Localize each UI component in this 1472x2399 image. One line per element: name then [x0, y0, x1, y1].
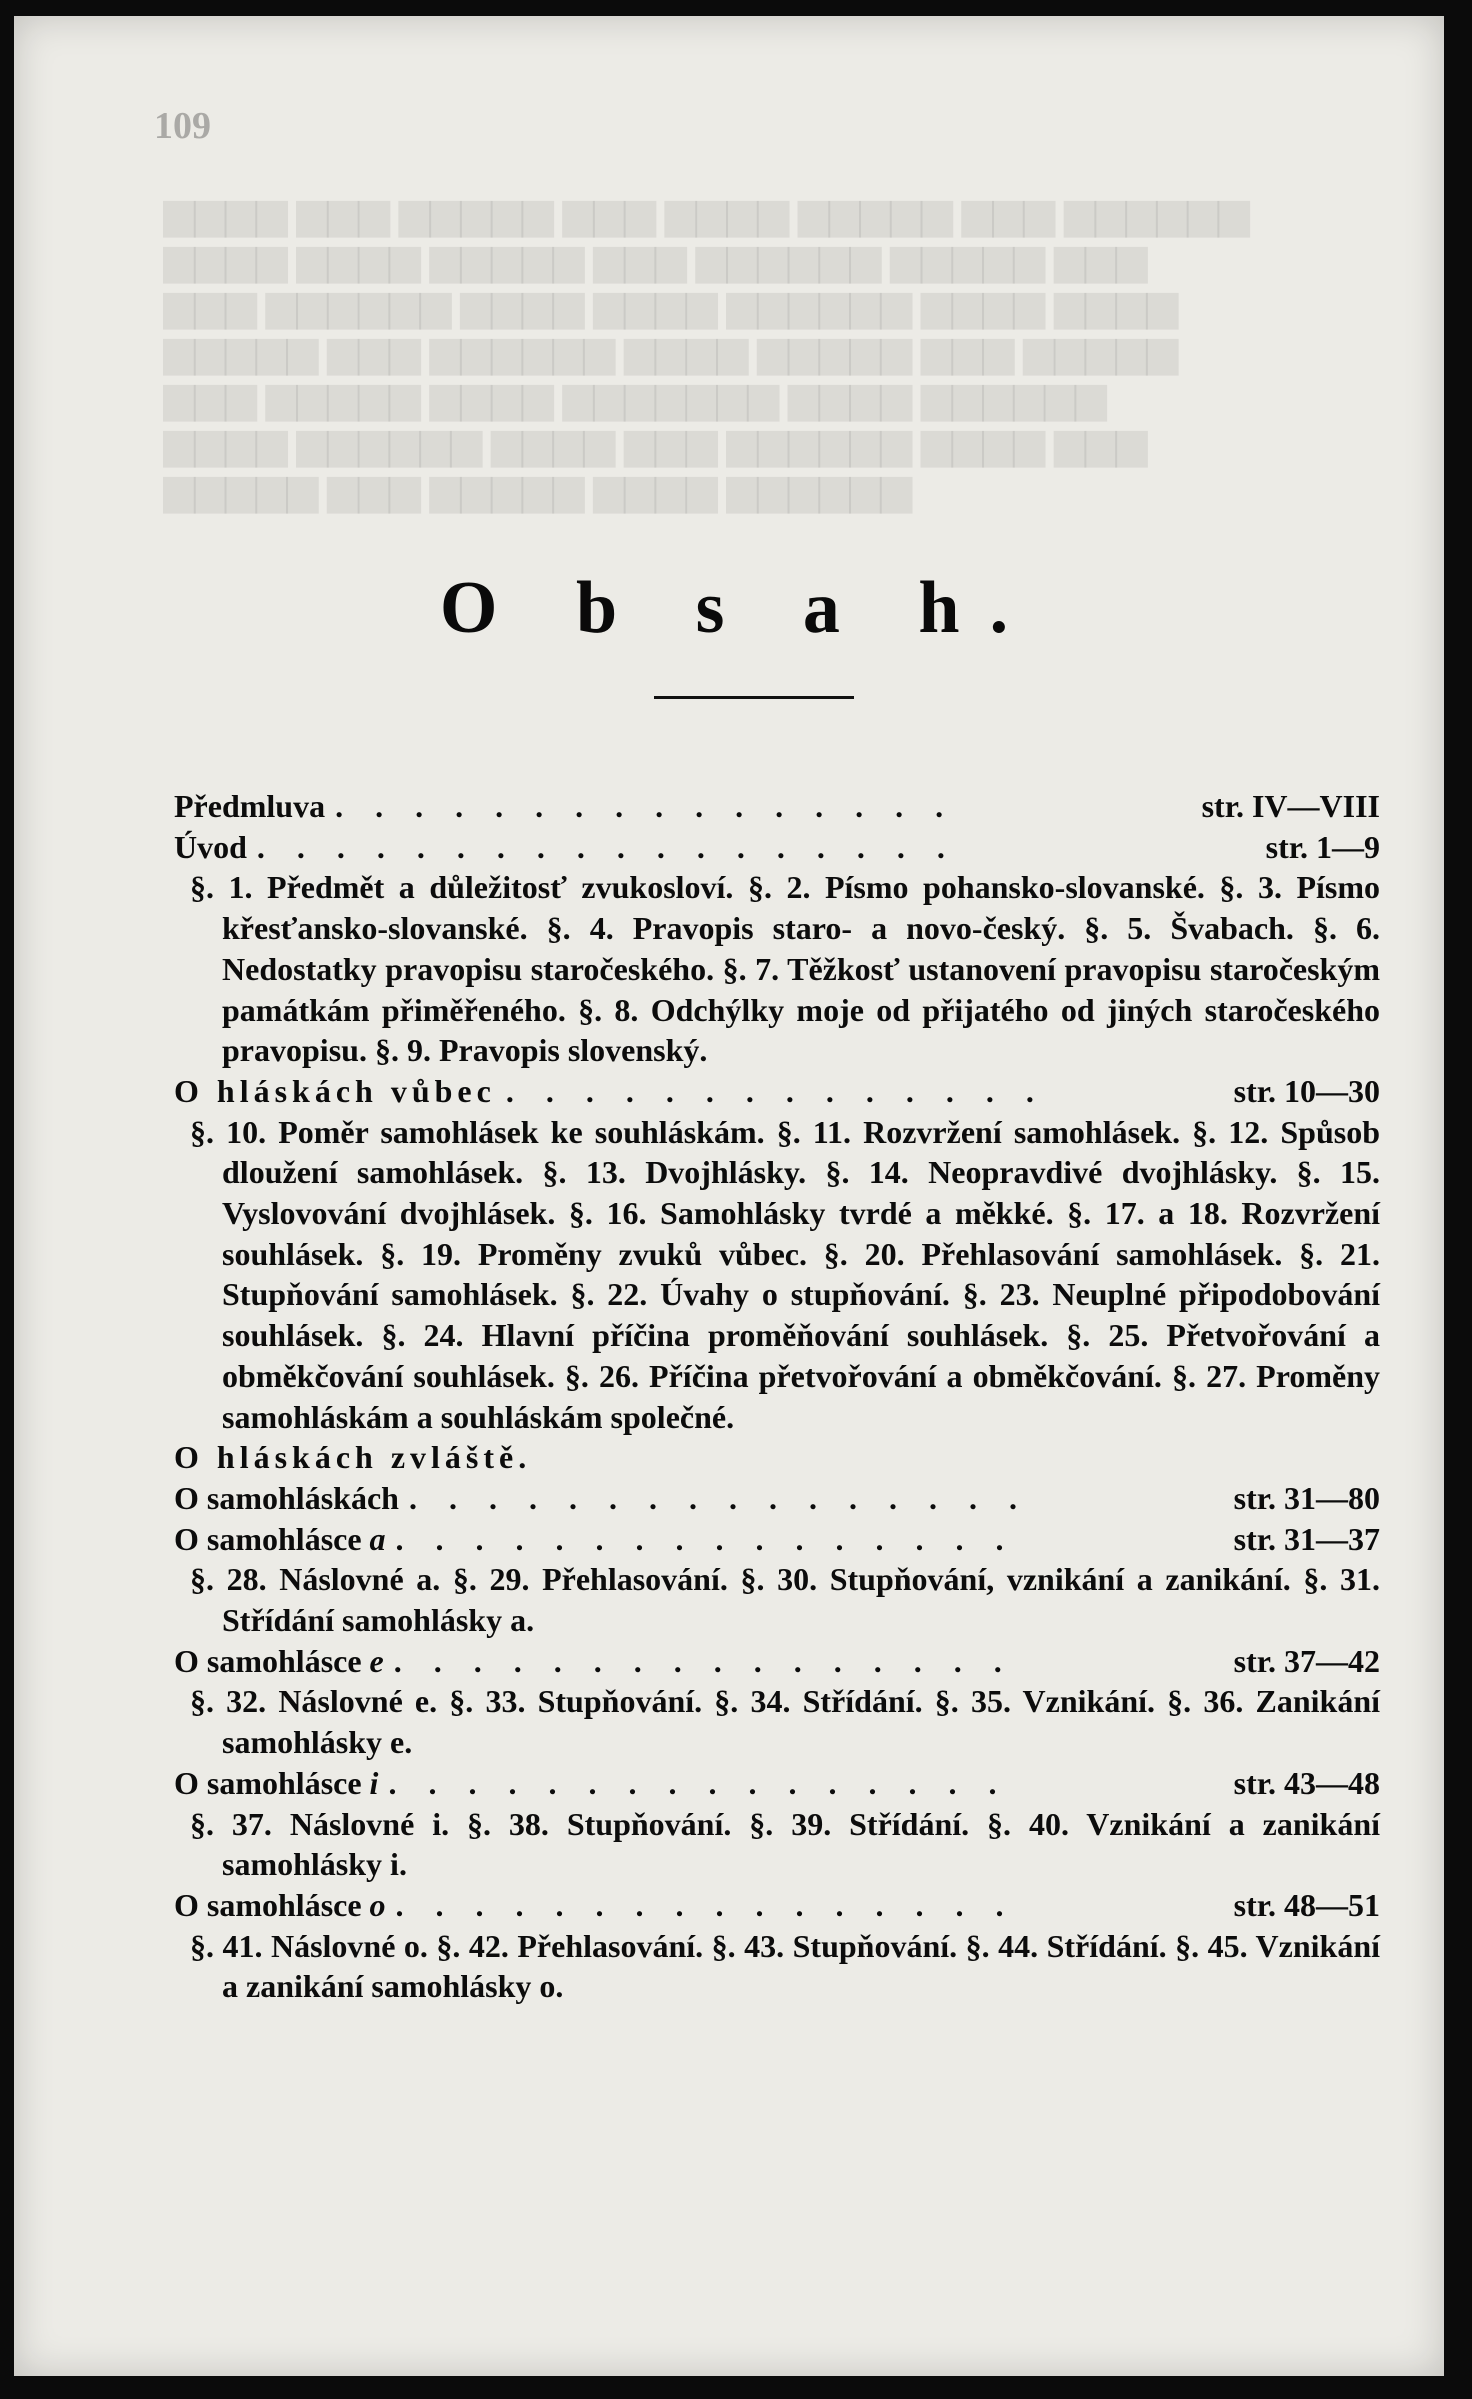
toc-page-ref: str. 37—42 — [1233, 1642, 1380, 1679]
page-mark: 109 — [154, 105, 211, 147]
toc-description: §. 32. Náslovné e. §. 33. Stupňování. §. 34. Střídání. §. 35. Vznikání. §. 36. Zanikání samohlásky e. — [190, 1683, 1380, 1761]
toc-page-ref: str. 43—48 — [1233, 1764, 1380, 1801]
toc-letter: i — [369, 1764, 379, 1801]
toc-label: Předmluva — [174, 788, 326, 824]
leader-dots: . . . . . . . . . . . . . . . . . . — [256, 828, 957, 865]
page-title: O b s a h. — [439, 567, 1039, 649]
toc-entry-samohlasce-a — [174, 1519, 1380, 1560]
toc-entry-samohlasce-i — [174, 1763, 1380, 1804]
toc-letter: e — [369, 1642, 384, 1679]
leader-dots: . . . . . . . . . . . . . . . . — [388, 1764, 1009, 1801]
toc-description: §. 1. Předmět a důležitosť zvukosloví. §. 2. Písmo pohansko-slovanské. §. 3. Písmo křesťansko-slovanské. §. 4. Pravopis staro- a novo-český. §. 5. Švabach. §. 6. Nedostatky pravopisu staročeského. §. 7. Těžkosť ustanovení pravopisu staročeským památkám přiměřeného. §. 8. Odchýlky moje od přijatého od jiných staročeského pravopisu. §. 9. Pravopis slovenský. — [190, 869, 1380, 1069]
toc-entry-predmluva — [174, 786, 1380, 827]
toc-entry-samohlasce-o — [174, 1885, 1380, 1926]
leader-dots: . . . . . . . . . . . . . . . . — [335, 788, 956, 824]
leader-dots: . . . . . . . . . . . . . . . . — [393, 1642, 1014, 1679]
toc-page-ref: str. 10—30 — [1233, 1072, 1380, 1109]
toc-description: §. 37. Náslovné i. §. 38. Stupňování. §. 39. Střídání. §. 40. Vznikání a zanikání samohlásky i. — [190, 1805, 1380, 1883]
leader-dots: . . . . . . . . . . . . . . . . — [408, 1479, 1029, 1516]
toc-label-text: O samohlásce — [174, 1642, 362, 1679]
toc-label — [174, 1885, 386, 1926]
toc-label-text: O samohlásce — [174, 1520, 362, 1557]
toc-label-text: O samohlásce — [174, 1764, 362, 1801]
leader-dots: . . . . . . . . . . . . . . . . — [395, 1520, 1016, 1557]
toc-label — [174, 1641, 384, 1682]
toc-label: Úvod — [174, 828, 247, 865]
toc-label — [174, 1763, 378, 1804]
toc-page-ref: str. 1—9 — [1265, 828, 1380, 865]
toc-entry-uvod — [174, 827, 1380, 868]
leader-dots: . . . . . . . . . . . . . . . . — [395, 1886, 1016, 1923]
toc-description: §. 41. Náslovné o. §. 42. Přehlasování. §. 43. Stupňování. §. 44. Střídání. §. 45. Vznikání a zanikání samohlásky o. — [190, 1927, 1380, 2005]
toc-page-ref: str. 31—37 — [1233, 1520, 1380, 1557]
toc-page-ref: str. IV—VIII — [1201, 788, 1380, 824]
toc-letter: a — [369, 1520, 386, 1557]
toc-entry-hlaskach-vubec — [174, 1071, 1380, 1112]
toc-page-ref: str. 31—80 — [1233, 1479, 1380, 1516]
toc-description: §. 28. Náslovné a. §. 29. Přehlasování. §. 30. Stupňování, vznikání a zanikání. §. 31. Střídání samohlásky a. — [190, 1561, 1380, 1639]
bleed-through-text: ▆▆▆▆ ▆▆▆ ▆▆▆▆▆ ▆▆▆ ▆▆▆▆ ▆▆▆▆▆ ▆▆▆ ▆▆▆▆▆▆ ▆▆▆▆ ▆▆▆▆ ▆▆▆▆▆ ▆▆▆ ▆▆▆▆▆▆ ▆▆▆▆▆ ▆▆▆ ▆▆▆ ▆▆▆▆▆▆ ▆▆▆▆ ▆▆▆▆ ▆▆▆▆▆▆ ▆▆▆▆ ▆▆▆▆ ▆▆▆▆▆ ▆▆▆ ▆▆▆▆▆▆ ▆▆▆▆ ▆▆▆▆▆ ▆▆▆ ▆▆▆▆▆ ▆▆▆ ▆▆▆▆▆ ▆▆▆▆ ▆▆▆▆▆▆▆ ▆▆▆▆ ▆▆▆▆▆▆ ▆▆▆▆ ▆▆▆▆▆▆ ▆▆▆▆ ▆▆▆ ▆▆▆▆▆▆ ▆▆▆▆ ▆▆▆ ▆▆▆▆▆ ▆▆▆ ▆▆▆▆▆ ▆▆▆▆ ▆▆▆▆▆▆ — [164, 191, 1250, 512]
toc-description: §. 10. Poměr samohlásek ke souhláskám. §. 11. Rozvržení samohlásek. §. 12. Spůsob dloužení samohlásek. §. 13. Dvojhlásky. §. 14. Neopravdivé dvojhlásky. §. 15. Vyslovování dvojhlásek. §. 16. Samohlásky tvrdé a měkké. §. 17. a 18. Rozvržení souhlásek. §. 19. Proměny zvuků vůbec. §. 20. Přehlasování samohlásek. §. 21. Stupňování samohlásek. §. 22. Úvahy o stupňování. §. 23. Neuplné připodobování souhlásek. §. 24. Hlavní příčina proměňování souhlásek. §. 25. Přetvořování a obměkčování souhlásek. §. 26. Příčina přetvořování a obměkčování. §. 27. Proměny samohláskám a souhláskám společné. — [190, 1113, 1380, 1435]
book-page — [14, 16, 1444, 2376]
toc-label: O hláskách vůbec — [174, 1072, 496, 1109]
table-of-contents — [174, 786, 1380, 2007]
title-rule — [654, 696, 854, 699]
leader-dots: . . . . . . . . . . . . . . — [505, 1072, 1046, 1109]
toc-entry-samohlaskach — [174, 1478, 1380, 1519]
toc-label: O samohláskách — [174, 1479, 399, 1516]
toc-letter: o — [369, 1886, 386, 1923]
toc-page-ref: str. 48—51 — [1233, 1886, 1380, 1923]
toc-entry-hlaskach-zvlaste — [174, 1437, 1380, 1478]
toc-label — [174, 1519, 386, 1560]
toc-label-text: O samohlásce — [174, 1886, 362, 1923]
toc-label: O hláskách zvláště. — [174, 1439, 532, 1476]
toc-entry-samohlasce-e — [174, 1641, 1380, 1682]
